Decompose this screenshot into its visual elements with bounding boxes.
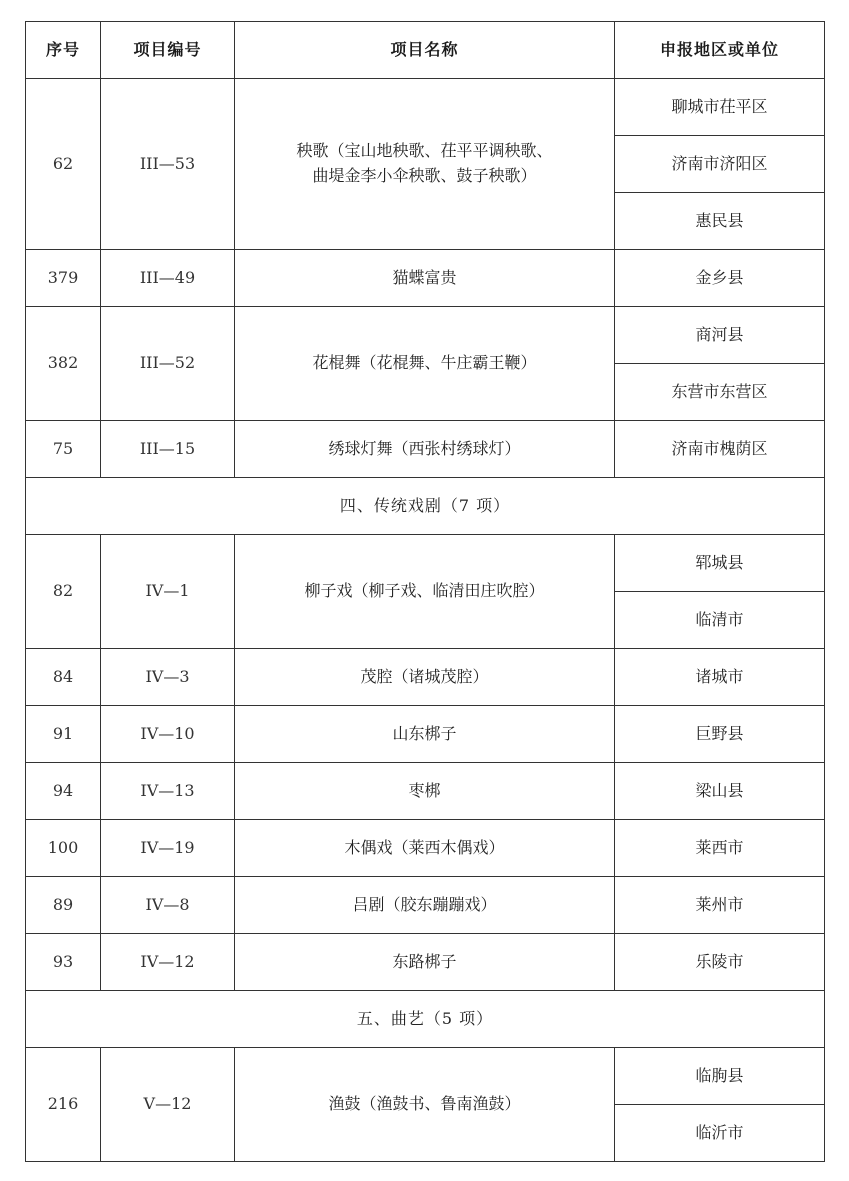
region-cell: 济南市槐荫区 — [615, 421, 825, 478]
section-title: 五、曲艺（5 项） — [26, 991, 825, 1048]
project-code-cell: III—15 — [101, 421, 235, 478]
project-name-cell — [235, 649, 615, 706]
project-name-cell — [235, 421, 615, 478]
table-row — [26, 79, 825, 136]
project-code-cell: III—52 — [101, 307, 235, 421]
table-row — [26, 535, 825, 592]
table-row — [26, 934, 825, 991]
region-cell: 诸城市 — [615, 649, 825, 706]
region-cell: 郓城县 — [615, 535, 825, 592]
project-name-cell — [235, 307, 615, 421]
project-code-cell: IV—12 — [101, 934, 235, 991]
project-code-cell: IV—3 — [101, 649, 235, 706]
region-cell: 莱州市 — [615, 877, 825, 934]
project-name-line: 茂腔（诸城茂腔） — [360, 666, 489, 686]
table-row — [26, 649, 825, 706]
region-cell: 临沂市 — [615, 1105, 825, 1162]
table-body — [26, 79, 825, 1162]
project-name-cell — [235, 250, 615, 307]
table-row — [26, 1048, 825, 1105]
region-cell: 乐陵市 — [615, 934, 825, 991]
header-row — [26, 22, 825, 79]
project-name-cell — [235, 535, 615, 649]
region-cell: 东营市东营区 — [615, 364, 825, 421]
project-name-cell — [235, 706, 615, 763]
region-cell: 惠民县 — [615, 193, 825, 250]
project-code-cell: III—53 — [101, 79, 235, 250]
serial-number-cell: 62 — [26, 79, 101, 250]
project-name-line: 曲堤金李小伞秧歌、鼓子秧歌） — [312, 166, 537, 185]
project-name-cell — [235, 934, 615, 991]
project-code-cell: III—49 — [101, 250, 235, 307]
serial-number-cell: 94 — [26, 763, 101, 820]
serial-number-cell: 84 — [26, 649, 101, 706]
region-cell: 临清市 — [615, 592, 825, 649]
table-row — [26, 421, 825, 478]
header-name: 项目名称 — [235, 22, 615, 79]
project-name-cell — [235, 1048, 615, 1162]
serial-number-cell: 93 — [26, 934, 101, 991]
project-name-line: 木偶戏（莱西木偶戏） — [344, 837, 505, 857]
project-name-cell — [235, 763, 615, 820]
project-code-cell: IV—8 — [101, 877, 235, 934]
region-cell: 临朐县 — [615, 1048, 825, 1105]
serial-number-cell: 75 — [26, 421, 101, 478]
project-name-line: 秧歌（宝山地秧歌、茌平平调秧歌、 — [296, 141, 553, 161]
project-name-line: 东路梆子 — [392, 951, 457, 971]
project-code-cell: IV—1 — [101, 535, 235, 649]
project-name-cell — [235, 820, 615, 877]
serial-number-cell: 89 — [26, 877, 101, 934]
project-name-line: 花棍舞（花棍舞、牛庄霸王鞭） — [312, 353, 537, 373]
region-cell: 济南市济阳区 — [615, 136, 825, 193]
project-code-cell: IV—13 — [101, 763, 235, 820]
serial-number-cell: 382 — [26, 307, 101, 421]
table-row — [26, 250, 825, 307]
serial-number-cell: 82 — [26, 535, 101, 649]
serial-number-cell: 379 — [26, 250, 101, 307]
header-code: 项目编号 — [101, 22, 235, 79]
table-row — [26, 877, 825, 934]
region-cell: 梁山县 — [615, 763, 825, 820]
project-code-cell: V—12 — [101, 1048, 235, 1162]
project-code-cell: IV—10 — [101, 706, 235, 763]
region-cell: 巨野县 — [615, 706, 825, 763]
section-row — [26, 478, 825, 535]
project-name-line: 猫蝶富贵 — [392, 267, 457, 287]
region-cell: 金乡县 — [615, 250, 825, 307]
table-row — [26, 307, 825, 364]
serial-number-cell: 216 — [26, 1048, 101, 1162]
project-name-line: 枣梆 — [408, 780, 441, 800]
table-row — [26, 706, 825, 763]
project-name-line: 山东梆子 — [392, 723, 457, 743]
project-name-cell — [235, 79, 615, 250]
table-row — [26, 820, 825, 877]
section-title: 四、传统戏剧（7 项） — [26, 478, 825, 535]
section-row — [26, 991, 825, 1048]
project-name-cell — [235, 877, 615, 934]
table-row — [26, 763, 825, 820]
serial-number-cell: 100 — [26, 820, 101, 877]
region-cell: 莱西市 — [615, 820, 825, 877]
heritage-table — [25, 21, 825, 1162]
header-serial: 序号 — [26, 22, 101, 79]
region-cell: 聊城市茌平区 — [615, 79, 825, 136]
serial-number-cell: 91 — [26, 706, 101, 763]
header-region: 申报地区或单位 — [615, 22, 825, 79]
region-cell: 商河县 — [615, 307, 825, 364]
project-name-line: 柳子戏（柳子戏、临清田庄吹腔） — [304, 581, 545, 601]
project-code-cell: IV—19 — [101, 820, 235, 877]
project-name-line: 吕剧（胶东蹦蹦戏） — [352, 894, 497, 914]
project-name-line: 绣球灯舞（西张村绣球灯） — [328, 438, 521, 458]
project-name-line: 渔鼓（渔鼓书、鲁南渔鼓） — [328, 1094, 521, 1114]
